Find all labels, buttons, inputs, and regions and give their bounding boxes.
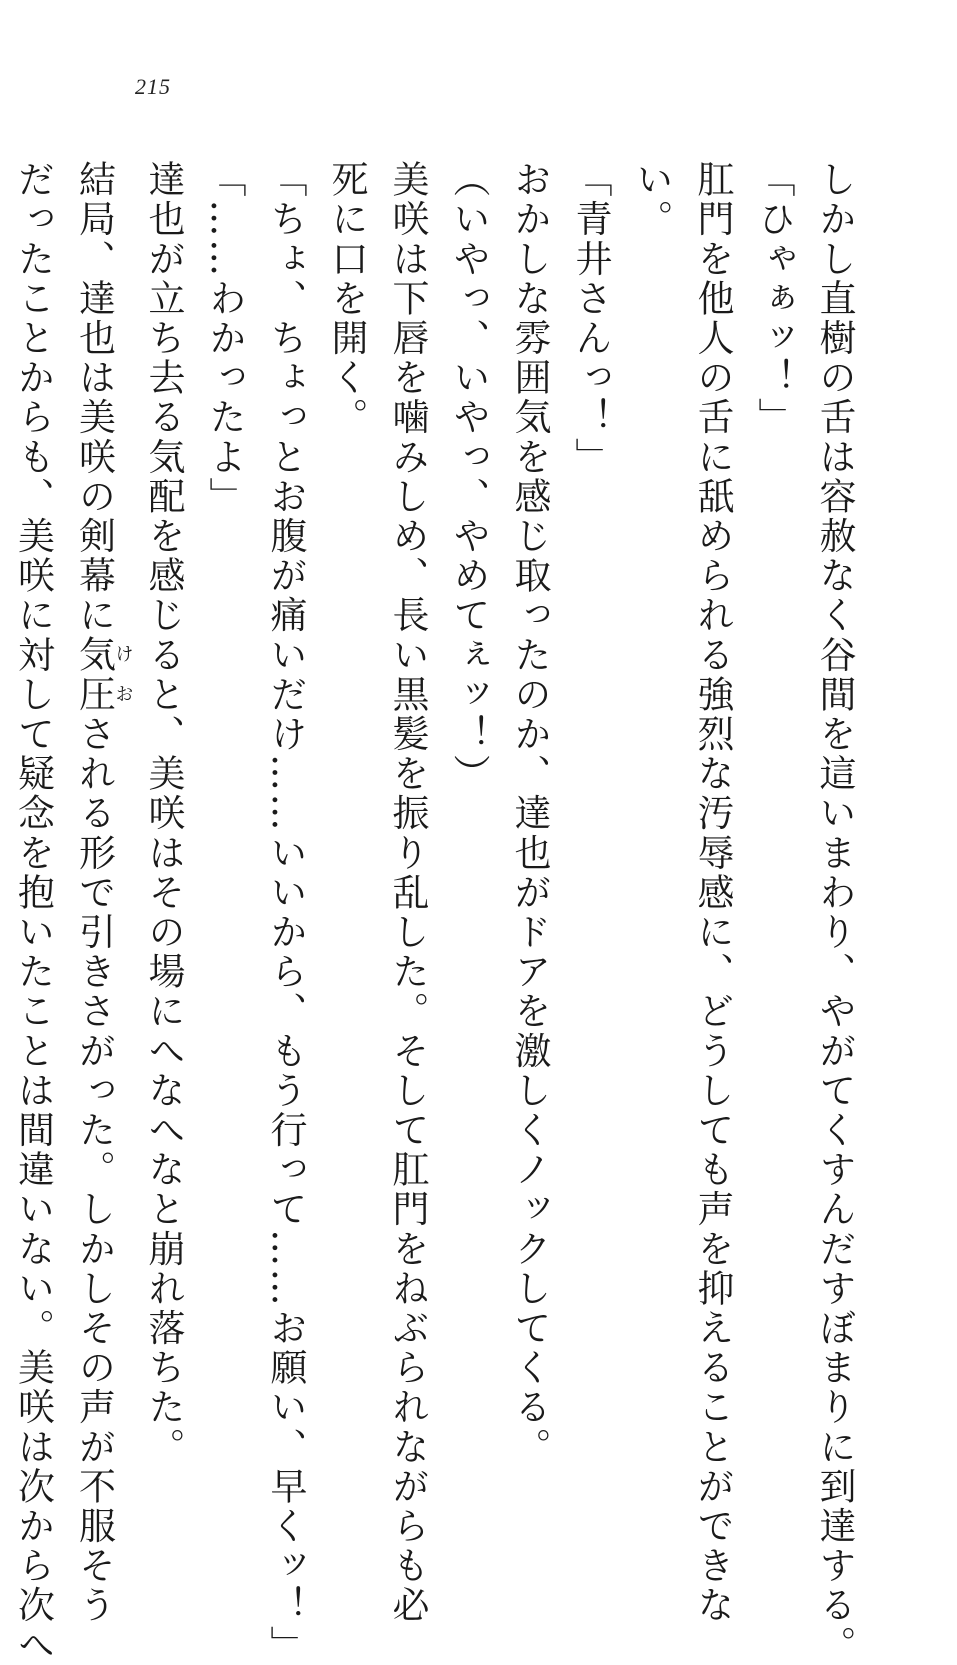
text-line-8: 美咲は下唇を噛みしめ、長い黒髪を振り乱した。そして肛門をねぶられながらも必 [386, 160, 429, 1626]
page-number: 215 [135, 74, 171, 99]
text-line-13-part-a: 結局、達也は美咲の剣幕に [72, 160, 116, 636]
text-line-2: 「ひゃぁッ！」 [752, 160, 795, 438]
text-line-10: 「ちょ、ちょっとお腹が痛いだけ……いいから、もう行って……お願い、早くッ！」 [264, 160, 307, 1665]
text-line-1: しかし直樹の舌は容赦なく谷間を這いまわり、やがてくすんだすぼまりに到達する。 [813, 160, 856, 1665]
ruby-base-o: 圧 [72, 674, 116, 715]
ruby-reading-ke: け [112, 635, 134, 675]
text-line-12: 達也が立ち去る気配を感じると、美咲はその場にへなへなと崩れ落ちた。 [142, 160, 185, 1467]
text-line-9: 死に口を開く。 [325, 160, 368, 438]
text-line-7: （いやっ、いやっ、やめてぇッ！） [447, 160, 490, 794]
text-line-5: 「青井さんっ！」 [569, 160, 612, 477]
furigana-keo [72, 635, 134, 715]
text-line-6: おかしな雰囲気を感じ取ったのか、達也がドアを激しくノックしてくる。 [508, 160, 551, 1467]
text-line-11: 「……わかったよ」 [203, 160, 246, 517]
novel-body-text [11, 160, 865, 1665]
text-line-13-part-b: される形で引きさがった。しかしその声が不服そう [72, 714, 116, 1626]
ruby-base-ke: 気 [72, 635, 116, 675]
text-line-3: 肛門を他人の舌に舐められる強烈な汚辱感に、どうしても声を抑えることができな [691, 160, 734, 1626]
text-line-14: だったことからも、美咲に対して疑念を抱いたことは間違いない。美咲は次から次へ [11, 160, 55, 1665]
ruby-reading-o: お [112, 674, 134, 715]
text-line-4: い。 [630, 160, 673, 240]
text-line-15 [0, 160, 3, 1290]
text-line-13 [64, 160, 134, 1626]
